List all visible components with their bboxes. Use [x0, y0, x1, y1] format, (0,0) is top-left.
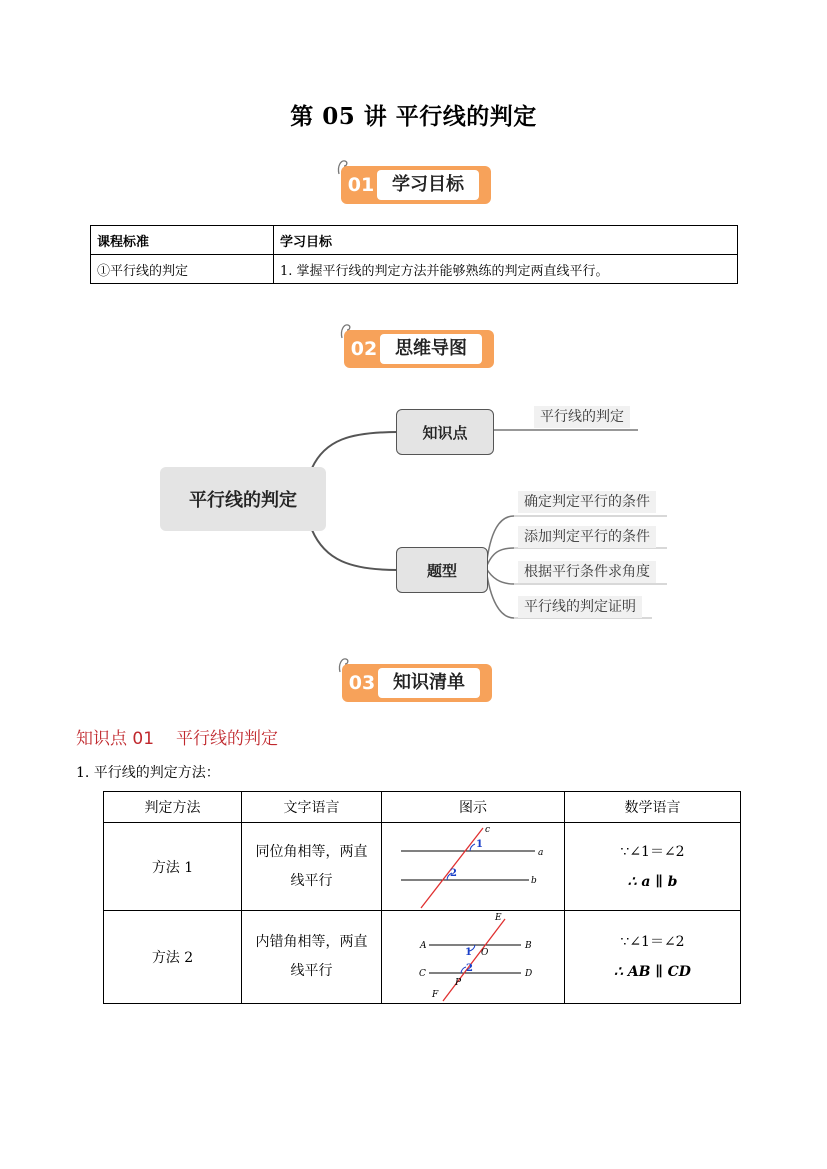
table-header-cell: 课程标准: [91, 226, 274, 255]
angle-label-2: 2: [450, 867, 457, 879]
table-row: [91, 255, 738, 284]
table-row: [104, 911, 741, 1004]
point-label-O: O: [481, 948, 489, 958]
method-text: [242, 823, 382, 911]
section-badge-01: [333, 152, 503, 212]
math-given: ∵∠1＝∠2: [620, 843, 685, 860]
table-header-row: [91, 226, 738, 255]
point-label-A: A: [420, 941, 427, 951]
method-text-line: 线平行: [290, 963, 333, 979]
method-text-line: 内错角相等，两直: [255, 934, 368, 950]
table-header-row: [104, 792, 741, 823]
angle-label-1: 1: [465, 947, 472, 958]
mindmap-leaf: 根据平行条件求角度: [518, 561, 656, 583]
section-label: 学习目标: [392, 174, 464, 195]
method-math: [565, 911, 741, 1004]
goals-table: [90, 225, 738, 284]
methods-intro: 1. 平行线的判定方法：: [76, 765, 220, 781]
method-text-line: 同位角相等，两直: [255, 843, 368, 860]
math-given: ∵∠1＝∠2: [620, 934, 685, 950]
point-label-E: E: [495, 913, 502, 923]
method-figure: [382, 911, 565, 1004]
section-label: 知识清单: [393, 672, 465, 693]
angle-label-2: 2: [466, 963, 473, 974]
point-label-D: D: [525, 969, 533, 979]
mindmap-leaf: 添加判定平行的条件: [518, 526, 656, 548]
point-label-F: F: [432, 990, 439, 1000]
point-label-B: B: [525, 941, 532, 951]
method-math: [565, 823, 741, 911]
mindmap-branch-question-types: 题型: [396, 547, 488, 593]
table-header-cell: 文字语言: [242, 792, 382, 823]
table-header-cell: 图示: [382, 792, 565, 823]
section-number: 01: [347, 174, 375, 196]
table-header-cell: 学习目标: [274, 226, 738, 255]
line-label-b: b: [531, 875, 537, 886]
mindmap-leaf: 平行线的判定证明: [518, 596, 642, 618]
mindmap-branch-knowledge: 知识点: [396, 409, 494, 455]
table-row: [104, 823, 741, 911]
section-number: 02: [350, 338, 378, 360]
corresponding-angles-figure: [383, 824, 563, 910]
mindmap-leaf: 平行线的判定: [534, 406, 630, 428]
knowledge-point-title: 平行线的判定: [176, 729, 279, 749]
math-conclusion: ∴ a ∥ b: [627, 873, 678, 890]
methods-table: [103, 791, 741, 1004]
method-figure: [382, 823, 565, 911]
mindmap-root: 平行线的判定: [160, 467, 326, 531]
line-label-a: a: [538, 847, 544, 858]
table-cell: 1. 掌握平行线的判定方法并能够熟练的判定两直线平行。: [274, 255, 738, 284]
method-name: 方法 2: [104, 911, 242, 1004]
table-header-cell: 数学语言: [565, 792, 741, 823]
section-label: 思维导图: [395, 338, 467, 359]
section-badge-03: [334, 650, 504, 710]
method-name: 方法 1: [104, 823, 242, 911]
line-label-c: c: [485, 824, 491, 835]
table-header-cell: 判定方法: [104, 792, 242, 823]
table-cell: ①平行线的判定: [91, 255, 274, 284]
knowledge-point-heading: [76, 724, 278, 749]
method-text: [242, 911, 382, 1004]
point-label-P: P: [455, 978, 462, 988]
section-badge-02: [336, 316, 506, 376]
math-conclusion: ∴ AB ∥ CD: [614, 964, 691, 980]
knowledge-point-code: 知识点 01: [76, 729, 155, 749]
mindmap-leaf: 确定判定平行的条件: [518, 491, 656, 513]
section-number: 03: [348, 672, 376, 694]
point-label-C: C: [419, 969, 426, 979]
page-title: 第 05 讲 平行线的判定: [290, 103, 537, 130]
method-text-line: 线平行: [290, 872, 333, 889]
alternate-angles-figure: [383, 911, 563, 1003]
angle-label-1: 1: [476, 838, 483, 850]
